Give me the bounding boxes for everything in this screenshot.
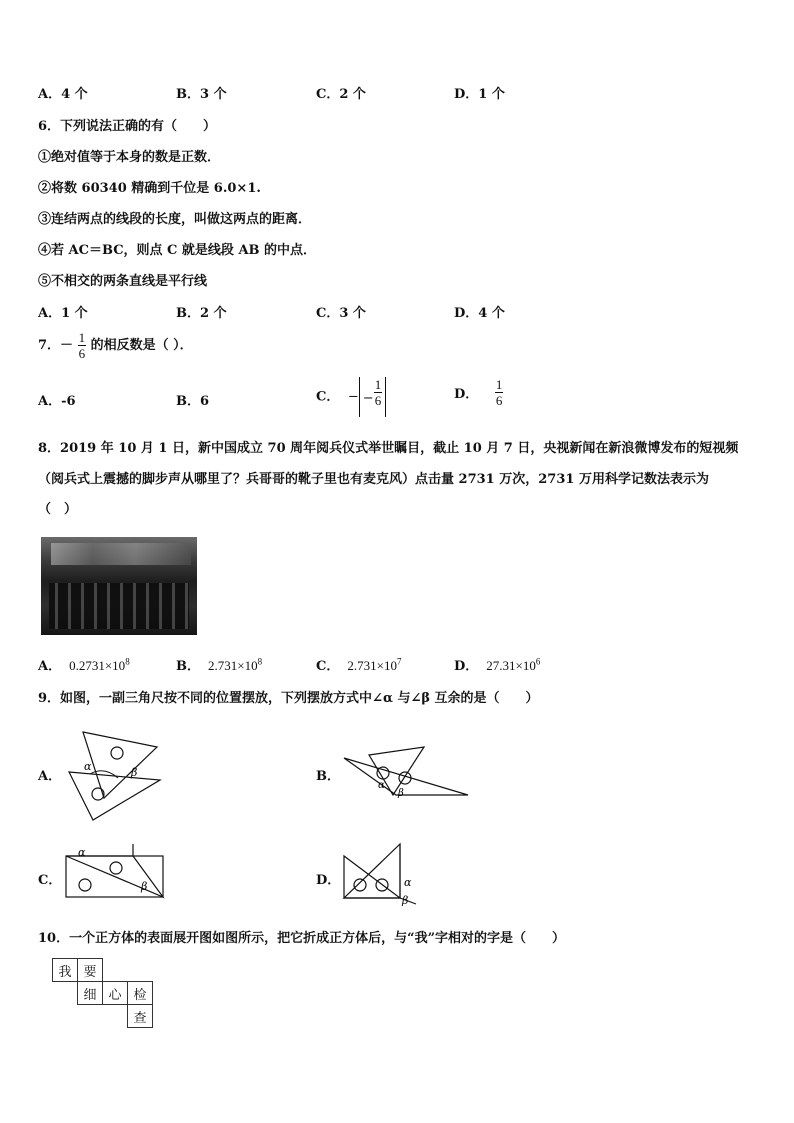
- q9-option-c-label: C．: [38, 873, 62, 888]
- q7-option-d: D． $\frac{1}{6}$: [454, 377, 503, 408]
- cube-face-wo: 我: [52, 958, 78, 982]
- q8-option-c: C． $2.731\times 10^7$: [316, 656, 402, 674]
- svg-text:α: α: [84, 760, 92, 773]
- q5-option-b: B．3 个: [176, 87, 227, 102]
- cube-face-yao: 要: [77, 958, 103, 982]
- cube-face-cha: 查: [127, 1004, 153, 1028]
- q5-option-d: D．1 个: [454, 87, 505, 102]
- q9-figure-a: [60, 718, 170, 822]
- q6-option-b: B．2 个: [176, 306, 227, 321]
- q8-stem-line3: （ ）: [38, 502, 78, 517]
- q9-stem: 9．如图，一副三角尺按不同的位置摆放，下列摆放方式中∠α 与∠β 互余的是（ ）: [38, 691, 539, 706]
- q7-option-c: C． − − $\frac{1}{6}$: [316, 377, 386, 417]
- q6-option-c: C．3 个: [316, 306, 366, 321]
- cube-face-jian: 检: [127, 981, 153, 1005]
- q7-option-b: B．6: [176, 394, 210, 409]
- q7-stem: 7．－ $\frac{1}{6}$ 的相反数是（ ）．: [38, 330, 193, 361]
- parade-photo: [41, 537, 197, 635]
- svg-text:β: β: [141, 880, 148, 893]
- q9-figure-c: [62, 842, 168, 900]
- q8-option-d: D． $27.31\times 10^6$: [454, 656, 541, 674]
- q9-figure-d: [340, 842, 420, 906]
- q6-option-a: A．1 个: [38, 306, 88, 321]
- q6-stem: 6．下列说法正确的有（ ）: [38, 119, 217, 134]
- q6-statement-1: ①绝对值等于本身的数是正数．: [38, 150, 221, 165]
- q7-option-c-expression: − − $\frac{1}{6}$: [348, 377, 386, 417]
- q5-option-a: A．4 个: [38, 87, 88, 102]
- q6-statement-3: ③连结两点的线段的长度，叫做这两点的距离．: [38, 212, 312, 227]
- svg-text:β: β: [131, 766, 138, 779]
- svg-text:β: β: [398, 788, 404, 798]
- q8-stem-line1: 8．2019 年 10 月 1 日，新中国成立 70 周年阅兵仪式举世瞩目，截止 10 月 7 日，央视新闻在新浪微博发布的短视频: [38, 441, 739, 456]
- svg-text:α: α: [378, 780, 385, 791]
- q9-figure-b: [340, 742, 472, 798]
- q8-option-b: B． $2.731\times 10^8$: [176, 656, 263, 674]
- q6-statement-4: ④若 AC＝BC，则点 C 就是线段 AB 的中点．: [38, 243, 317, 258]
- svg-text:α: α: [78, 846, 86, 859]
- q9-option-a-label: A．: [38, 769, 62, 784]
- cube-face-xi: 细: [77, 981, 103, 1005]
- q7-option-a: A．-6: [38, 394, 76, 409]
- q9-option-d-label: D．: [316, 873, 341, 888]
- svg-text:β: β: [402, 894, 409, 906]
- q6-statement-2: ②将数 60340 精确到千位是 6.0×1.: [38, 181, 261, 196]
- q5-option-c: C．2 个: [316, 87, 366, 102]
- q6-option-d: D．4 个: [454, 306, 505, 321]
- q8-stem-line2: （阅兵式上震撼的脚步声从哪里了？兵哥哥的靴子里也有麦克风）点击量 2731 万次，2731 万用科学记数法表示为: [38, 472, 709, 487]
- q8-option-a: A． $0.2731\times 10^8$: [38, 656, 130, 674]
- q9-option-b-label: B．: [316, 769, 340, 784]
- q7-fraction: $\frac{1}{6}$: [78, 330, 86, 361]
- cube-face-xin: 心: [102, 981, 128, 1005]
- q10-stem: 10．一个正方体的表面展开图如图所示，把它折成正方体后，与“我”字相对的字是（ ）: [38, 931, 566, 946]
- svg-text:α: α: [404, 876, 412, 889]
- q6-statement-5: ⑤不相交的两条直线是平行线: [38, 274, 208, 289]
